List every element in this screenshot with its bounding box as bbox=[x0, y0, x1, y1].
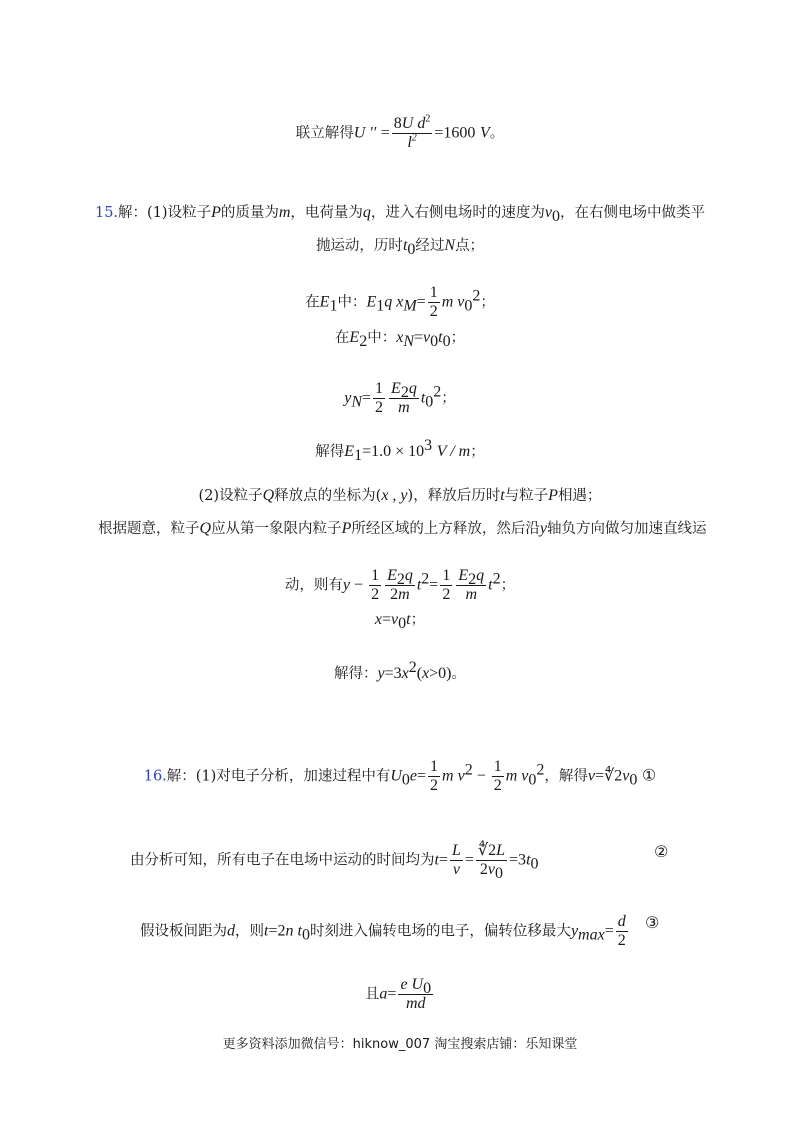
question-number: 15. bbox=[94, 205, 119, 221]
q15-line-2: 抛运动，历时$t_0$经过N点； bbox=[315, 237, 485, 258]
q15-eq-x: $x=v_0t$； bbox=[374, 611, 426, 632]
q15-basis: 根据题意，粒子Q应从第一象限内粒子P所经区域的上方释放，然后沿y轴负方向做匀加速直线运 bbox=[98, 520, 707, 537]
q16-line-2: 由分析可知，所有电子在电场中运动的时间均为t= $\frac{L}{v}$ = $\frac{∜2L}{2v_0}$ $=3t_0$ bbox=[130, 842, 539, 882]
q15-eq-move: 动，则有y − $\frac{1}{2}$ $\frac{E_2q}{2m}$ $t^2=$ $\frac{1}{2}$ $\frac{E_2q}{m}$ $t^2$； bbox=[284, 567, 516, 603]
q16-line-3: 假设板间距为d，则t=2n $t_0$时刻进入偏转电场的电子，偏转位移最大$y_{max}=$ $\frac{d}{2}$ bbox=[140, 913, 626, 949]
q15-final: 解得：$y=3x^2(x>0)$。 bbox=[333, 659, 467, 682]
q16-line-4: 且a= $\frac{e U_0}{md}$ bbox=[364, 976, 432, 1012]
footer-note: 更多资料添加微信号：hiknow_007 淘宝搜索店铺：乐知课堂 bbox=[222, 1037, 578, 1052]
q15-part2: (2)设粒子Q释放点的坐标为(x , y)，释放后历时t与粒子P相遇； bbox=[198, 487, 602, 504]
question-number: 16. bbox=[143, 768, 167, 785]
q16-line-1: 16.解：(1)对电子分析，加速过程中有$U_0e=$ $\frac{1}{2}$ m $v^2$ − $\frac{1}{2}$ m $v_0^2$，解得$v=∜2v_0$ ① bbox=[143, 758, 657, 794]
circled-mark-3: ③ bbox=[645, 913, 660, 932]
result-line-1: 联立解得U '' = $\frac{8U d^2}{l^2}$ =1600 V。 bbox=[295, 113, 505, 151]
q15-eq-e2: 在$E_2$中：$x_N=v_0t_0$； bbox=[334, 329, 466, 350]
q15-solve-e1: 解得$E_1=1.0 \times 10^3$ V / m； bbox=[315, 437, 485, 464]
q15-eq-e1: 在$E_1$中：$E_1q$ $x_M=$ $\frac{1}{2}$ m $v_0^2$； bbox=[305, 284, 495, 320]
circled-mark-2: ② bbox=[654, 842, 669, 861]
q15-line-1: 15.解：(1)设粒子P的质量为m，电荷量为q，进入右侧电场时的速度为$v_0$，在右侧电场中做类平 bbox=[94, 204, 706, 225]
q15-eq-yn: $y_N=$ $\frac{1}{2}$ $\frac{E_2q}{m}$ $t_0^2$； bbox=[344, 380, 456, 416]
